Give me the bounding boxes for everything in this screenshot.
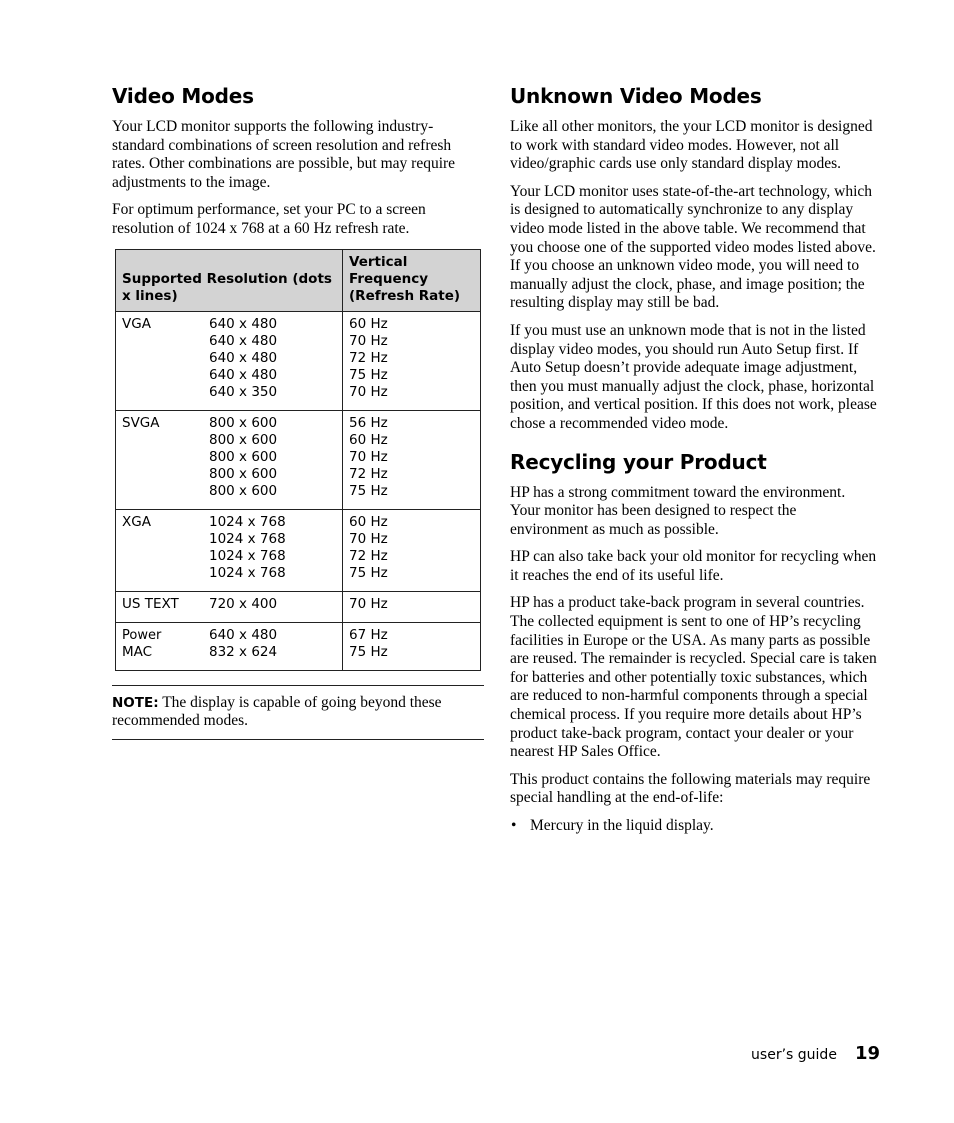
table-header-row	[116, 249, 481, 311]
resolution-value: 640 x 480	[209, 315, 278, 332]
optimum-performance-text: For optimum performance, set your PC to a screen resolution of 1024 x 768 at a 60 Hz refresh rate.	[112, 201, 426, 237]
frequency-value: 60 Hz	[349, 513, 388, 530]
frequency-value: 70 Hz	[349, 595, 388, 612]
mode-name: VGA	[122, 315, 151, 332]
list-item	[510, 817, 878, 836]
page-footer	[751, 1043, 880, 1064]
frequency-value: 75 Hz	[349, 366, 388, 383]
recycling-p3: HP has a product take-back program in several countries. The collected equipment is sent to one of HP’s recycling facilities in Europe or the USA. As many parts as possible are reused. The remainder is recycled. Special care is taken for batteries and other potentially toxic substances, which are reduced to non-harmful components through a special chemical process. If you require more details about HP’s product take-back program, contact your dealer or your nearest HP Sales Office.	[510, 594, 877, 761]
mode-name: SVGA	[122, 414, 160, 431]
frequency-value: 70 Hz	[349, 530, 388, 547]
frequency-cell	[343, 509, 481, 591]
resolution-value: 1024 x 768	[209, 513, 286, 530]
recycling-p2: HP can also take back your old monitor for recycling when it reaches the end of its useful life.	[510, 548, 877, 584]
resolution-cell	[116, 591, 343, 622]
resolution-cell	[116, 622, 343, 670]
resolution-value: 800 x 600	[209, 482, 278, 499]
frequency-value: 60 Hz	[349, 315, 388, 332]
table-row	[116, 311, 481, 410]
resolution-value: 640 x 480	[209, 349, 278, 366]
resolution-value: 1024 x 768	[209, 564, 286, 581]
video-modes-intro: Your LCD monitor supports the following industry-standard combinations of screen resolution and refresh rates. Other combinations are possible, but may require adjustments to the image.	[112, 118, 456, 191]
frequency-cell	[343, 311, 481, 410]
frequency-value: 60 Hz	[349, 431, 388, 448]
mode-name: XGA	[122, 513, 151, 530]
unknown-video-modes-heading: Unknown Video Modes	[510, 84, 762, 108]
frequency-cell	[343, 591, 481, 622]
resolution-value: 720 x 400	[209, 595, 278, 612]
frequency-value: 72 Hz	[349, 547, 388, 564]
header-resolution: Supported Resolution (dots x lines)	[116, 249, 343, 311]
frequency-value: 75 Hz	[349, 643, 388, 660]
table-row	[116, 622, 481, 670]
bullet-icon: •	[511, 817, 517, 834]
recycling-p4: This product contains the following materials may require special handling at the end-of-life:	[510, 770, 871, 807]
unknown-modes-p2: Your LCD monitor uses state-of-the-art technology, which is designed to automatically synchronize to any display video mode listed in the above table. We recommend that you choose one of the supported video modes listed above. If you choose an unknown video mode, you will need to manually adjust the clock, phase, and image position; the resulting display may still be bad.	[510, 182, 876, 312]
unknown-modes-p1: Like all other monitors, the your LCD monitor is designed to work with standard video modes. However, not all video/graphic cards use only standard display modes.	[510, 118, 873, 173]
resolution-value: 800 x 600	[209, 414, 278, 431]
frequency-value: 70 Hz	[349, 383, 388, 400]
footer-guide-label: user’s guide	[751, 1047, 837, 1063]
right-column	[510, 84, 878, 836]
mode-name: US TEXT	[122, 595, 179, 612]
recycling-heading: Recycling your Product	[510, 449, 767, 474]
frequency-value: 75 Hz	[349, 564, 388, 581]
table-row	[116, 509, 481, 591]
frequency-cell	[343, 410, 481, 509]
mode-name-part: Power	[122, 627, 162, 643]
resolution-cell	[116, 509, 343, 591]
resolution-value: 1024 x 768	[209, 530, 286, 547]
frequency-value: 56 Hz	[349, 414, 388, 431]
resolution-cell	[116, 311, 343, 410]
mode-name	[122, 627, 209, 661]
table-row	[116, 410, 481, 509]
frequency-value: 67 Hz	[349, 626, 388, 643]
unknown-modes-p3: If you must use an unknown mode that is not in the listed display video modes, you should run Auto Setup first. If Auto Setup doesn’t provide adequate image adjustment, then you must manually adjust the clock, phase, horizontal position, and vertical position. If this does not work, please chose a recommended video mode.	[510, 321, 877, 432]
note-body: The display is capable of going beyond these recommended modes.	[112, 693, 442, 730]
resolution-value: 640 x 480	[209, 332, 278, 349]
video-modes-table	[115, 249, 481, 671]
resolution-value: 800 x 600	[209, 431, 278, 448]
resolution-value: 832 x 624	[209, 643, 278, 660]
note-box	[112, 685, 484, 740]
frequency-cell	[343, 622, 481, 670]
resolution-value: 640 x 350	[209, 383, 278, 400]
resolution-value: 640 x 480	[209, 366, 278, 383]
note-text	[112, 694, 484, 731]
frequency-value: 75 Hz	[349, 482, 388, 499]
recycling-p1: HP has a strong commitment toward the environment. Your monitor has been designed to respect the environment as much as possible.	[510, 483, 846, 538]
video-modes-heading: Video Modes	[112, 84, 254, 108]
frequency-value: 72 Hz	[349, 349, 388, 366]
resolution-value: 800 x 600	[209, 465, 278, 482]
resolution-value: 640 x 480	[209, 626, 278, 643]
note-label: NOTE:	[112, 694, 159, 711]
mode-name-part: MAC	[122, 643, 153, 660]
resolution-value: 1024 x 768	[209, 547, 286, 564]
bullet-text: Mercury in the liquid display.	[530, 817, 714, 834]
table-row	[116, 591, 481, 622]
frequency-value: 70 Hz	[349, 332, 388, 349]
resolution-value: 800 x 600	[209, 448, 278, 465]
resolution-cell	[116, 410, 343, 509]
header-frequency: Vertical Frequency (Refresh Rate)	[343, 249, 481, 311]
frequency-value: 72 Hz	[349, 465, 388, 482]
left-column	[112, 84, 484, 740]
page-number: 19	[854, 1043, 880, 1064]
frequency-value: 70 Hz	[349, 448, 388, 465]
